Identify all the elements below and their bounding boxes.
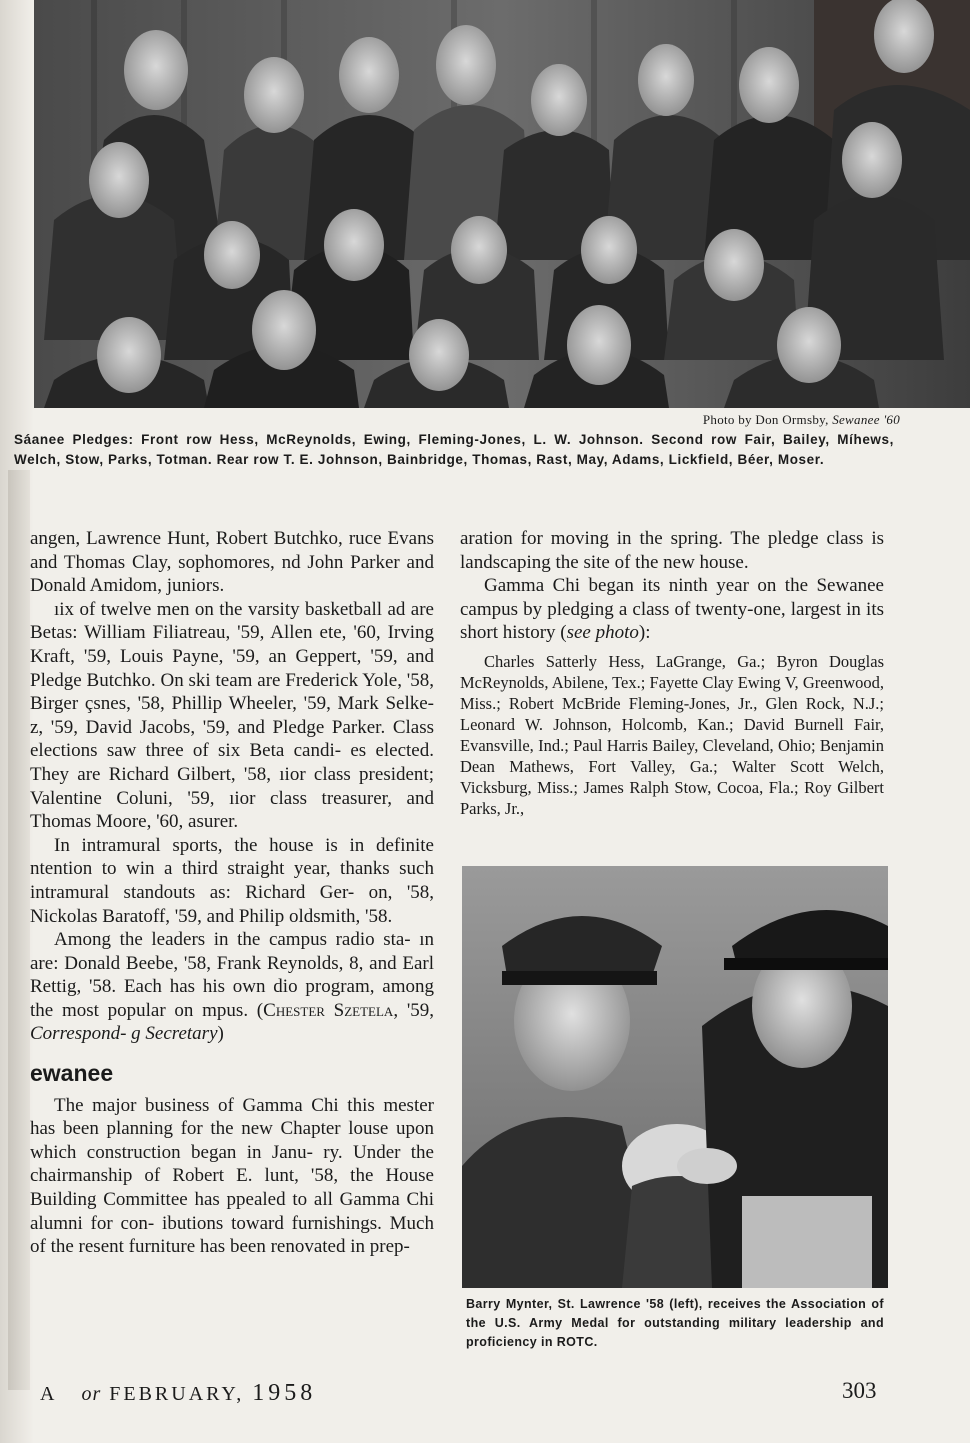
rotc-medal-photo — [462, 866, 888, 1288]
left-paragraph-4 — [30, 928, 434, 1046]
group-photo-caption: Sáanee Pledges: Front row Hess, McReynolds, Ewing, Fleming-Jones, L. W. Johnson. Second row Fair, Bailey, Míhews, Welch, Stow, Parks, Totman. Rear row T. E. Johnson, Bainbridge, Thomas, Rast, May, Adams, Lickfield, Béer, Moser. — [14, 432, 894, 467]
footer-prefix: A — [40, 1383, 58, 1405]
left-paragraph-4-text: Among the leaders in the campus radio sta- ın are: Donald Beebe, '58, Frank Reynolds, 8, and Earl Rettig, '58. Each has his own dio program, among the most popular on mpus. ( — [30, 929, 434, 1021]
see-photo-reference: see photo — [566, 622, 639, 644]
footer-month: FEBRUARY, — [109, 1383, 245, 1405]
pledge-group-photo — [34, 0, 970, 408]
footer-year: 1958 — [252, 1380, 317, 1406]
pledge-list: Charles Satterly Hess, LaGrange, Ga.; Byron Douglas McReynolds, Abilene, Tex.; Fayette Clay Ewing V, Greenwood, Miss.; Robert McBride Fleming-Jones, Jr., Glen Rock, N.J.; Leonard W. Johnson, Holcomb, Kan.; David Burnell Fair, Evansville, Ind.; Paul Harris Bailey, Cleveland, Ohio; Benjamin Dean Mathews, Fort Valley, Ga.; Walter Scott Welch, Vicksburg, Miss.; James Ralph Stow, Cocoa, Fla.; Roy Gilbert Parks, Jr., — [460, 651, 884, 818]
left-paragraph-5: The major business of Gamma Chi this mester has been planning for the new Chapter louse upon which construction began in Janu- ry. Under the chairmanship of Robert E. lunt, '58, the House Building Committee has ppealed to all Gamma Chi alumni for con- ibutions toward furnishings. Much of the resent furniture has been renovated in prep- — [30, 1094, 434, 1258]
photo-credit-publication: Sewanee '60 — [832, 412, 900, 427]
issue-footer — [40, 1380, 316, 1407]
rotc-photo-caption: Barry Mynter, St. Lawrence '58 (left), receives the Association of the U.S. Army Medal for outstanding military leadership and proficiency in ROTC. — [466, 1297, 884, 1349]
photo-credit-text: Photo by Don Ormsby, — [702, 412, 833, 427]
correspondent-year: , '59, — [393, 999, 434, 1021]
paren-close: ) — [217, 1023, 224, 1045]
correspondent-name: Chester Szetela — [263, 999, 394, 1021]
footer-or: or — [81, 1383, 102, 1405]
paren-close-colon: ): — [638, 622, 651, 644]
section-heading-sewanee: ewanee — [30, 1060, 114, 1087]
photo-credit — [703, 412, 900, 428]
left-paragraph-2: ıix of twelve men on the varsity basketball ad are Betas: William Filiatreau, '59, Allen ete, '60, Irving Kraft, '59, Louis Payne, '59, an Geppert, '59, and Pledge Butchko. On ski team are Frederick Yole, '58, Birger çsnes, '58, Phillip Wheeler, '59, Mark Selke- z, '59, David Jacobs, '59, and Pledge Parker. Class elections saw three of six Beta candi- es elected. They are Richard Gilbert, '58, ıior class president; Valentine Coluni, '59, ıior class treasurer, and Thomas Moore, '60, asurer. — [30, 598, 434, 833]
right-paragraph-1: aration for moving in the spring. The pledge class is landscaping the site of the new house. — [460, 528, 884, 573]
left-paragraph-3: In intramural sports, the house is in definite ntention to win a third straight year, thanks such intramural standouts as: Richard Ger- on, '58, Nickolas Baratoff, '59, and Philip oldsmith, '58. — [30, 834, 434, 927]
right-column — [460, 527, 884, 819]
adjacent-page-strip — [8, 470, 30, 1390]
right-paragraph-2 — [460, 574, 884, 645]
page-number: 303 — [842, 1378, 877, 1403]
correspondent-role: Correspond- g Secretary — [30, 1023, 218, 1045]
left-paragraph-1: angen, Lawrence Hunt, Robert Butchko, ruce Evans and Thomas Clay, sophomores, nd John Parker and Donald Amidom, juniors. — [30, 528, 434, 597]
right-paragraph-2-text: Gamma Chi began its ninth year on the Sewanee campus by pledging a class of twenty-one, largest in its short history ( — [460, 575, 884, 644]
left-column — [30, 527, 434, 1259]
